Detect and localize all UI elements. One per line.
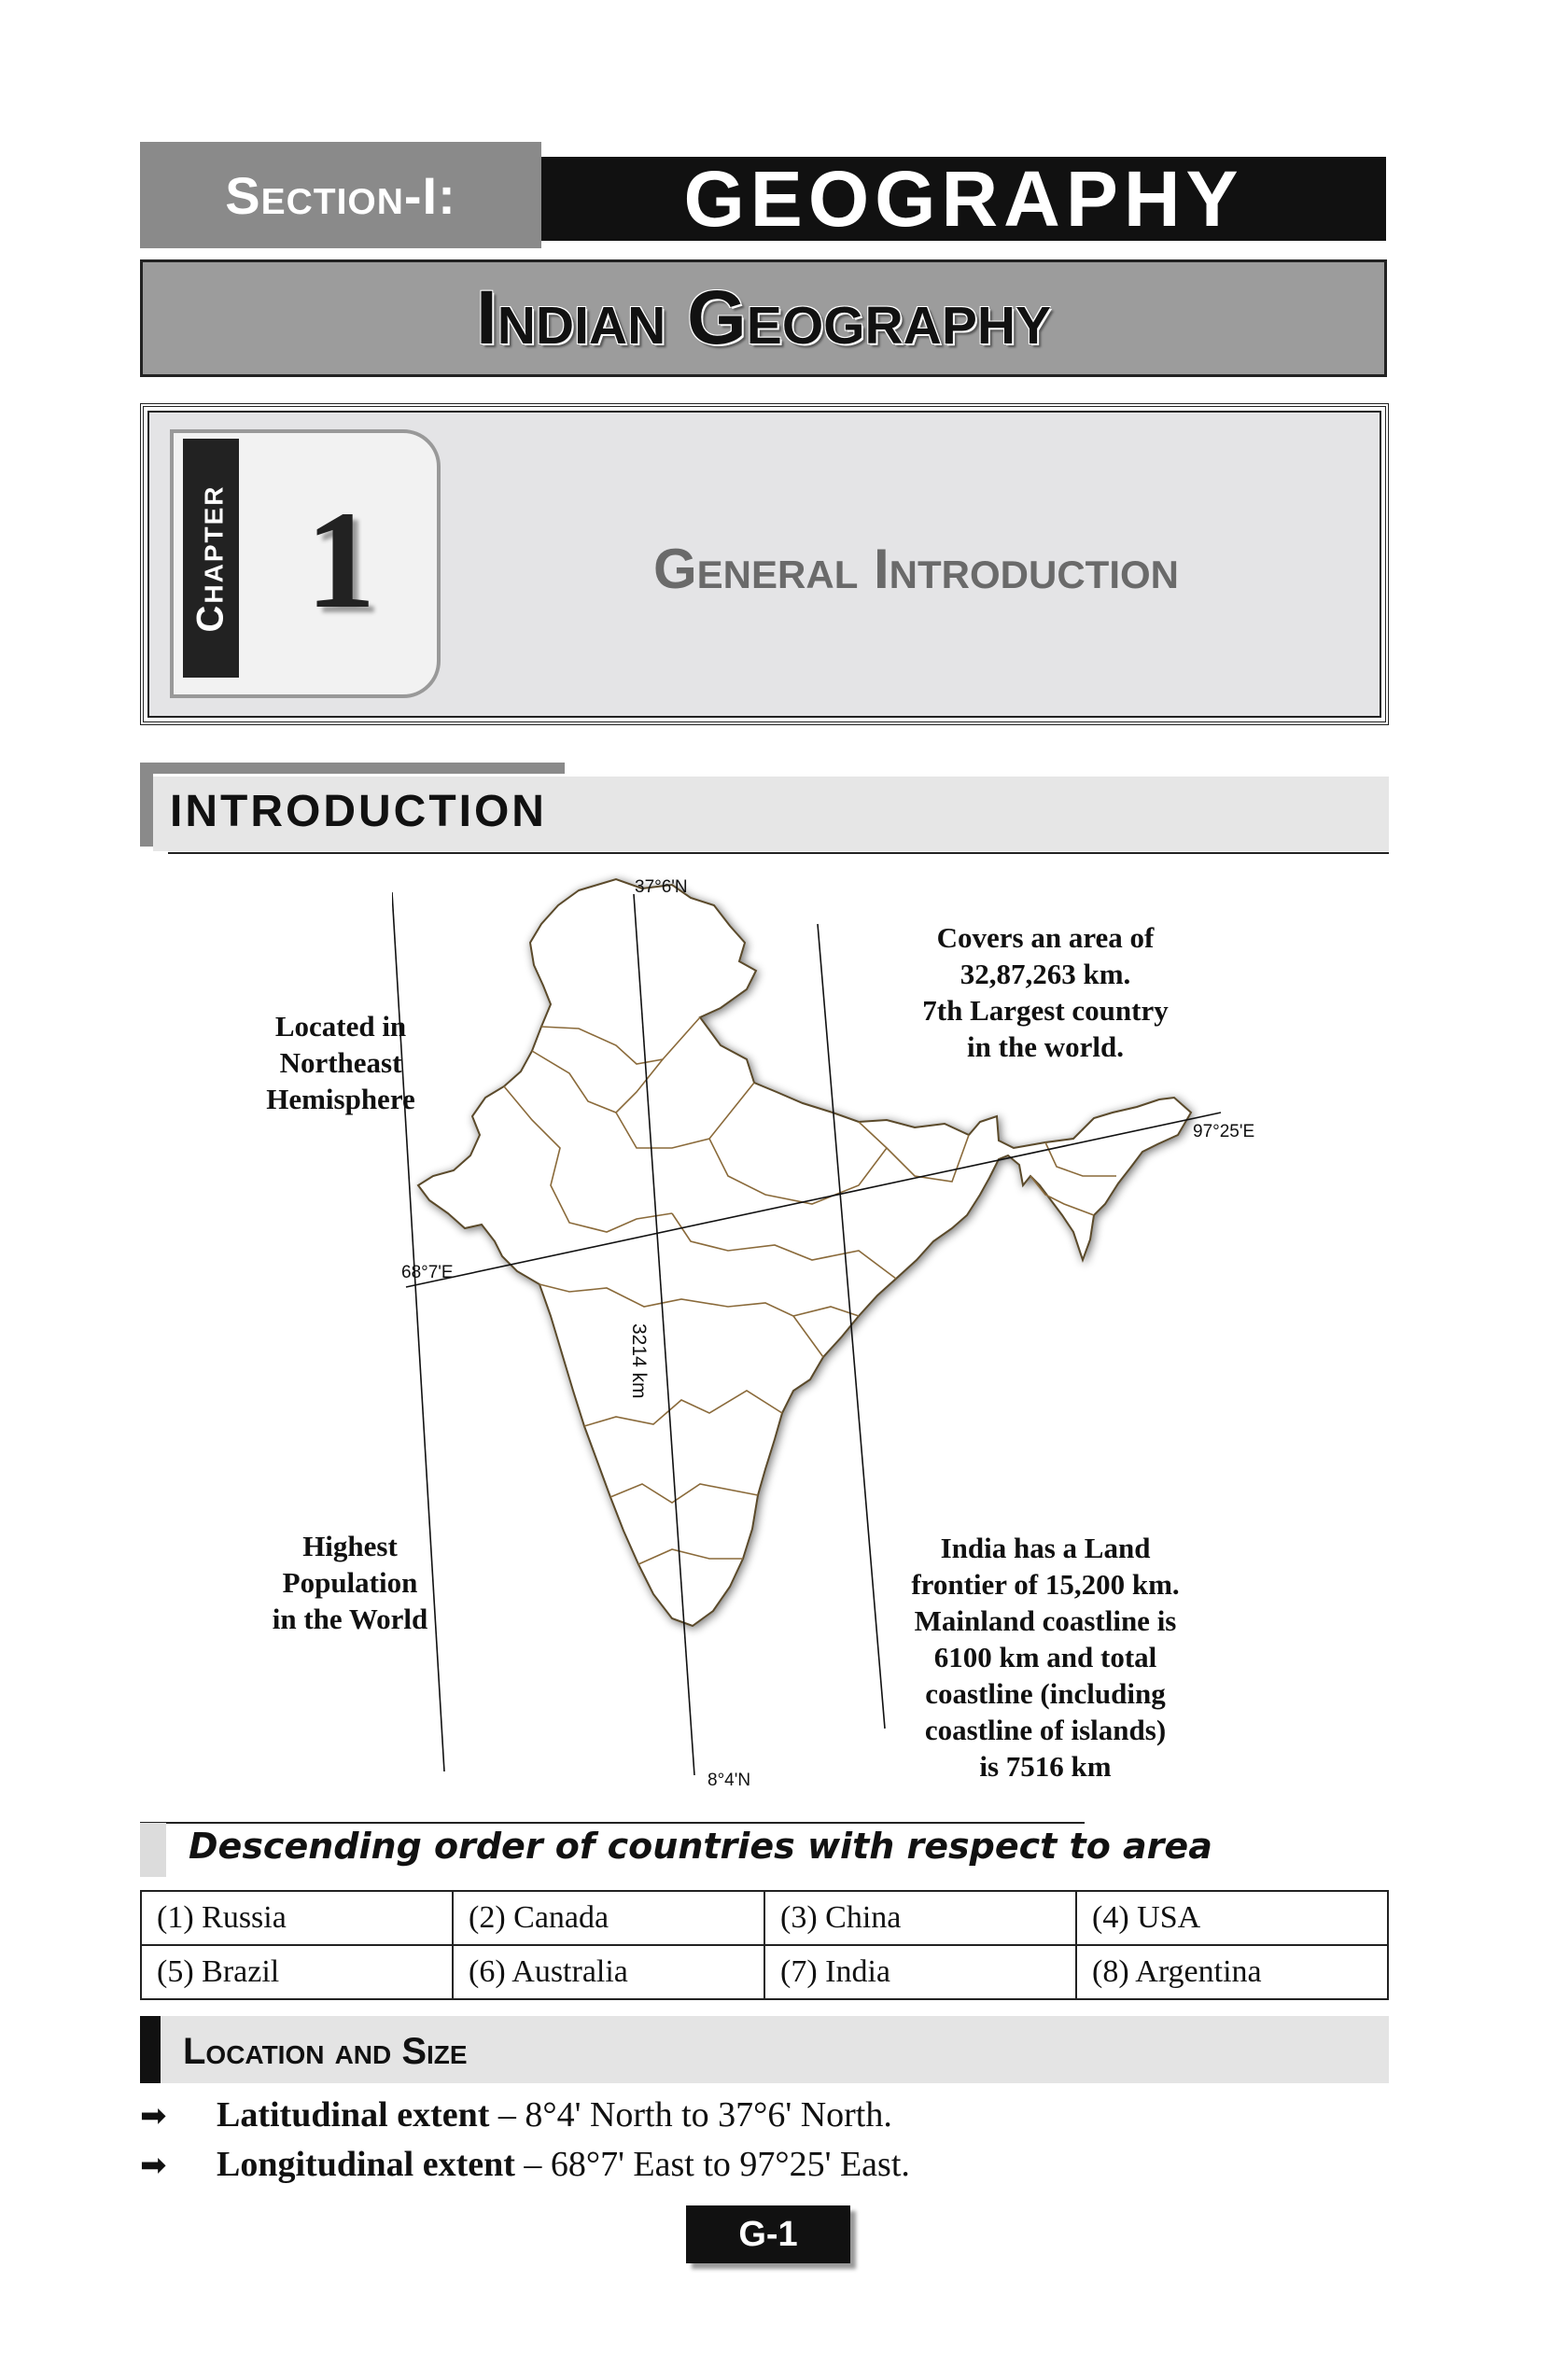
arrow-right-icon: ➡ xyxy=(140,2097,167,2135)
coord-south: 8°4'N xyxy=(707,1771,751,1790)
countries-table xyxy=(140,1890,1389,2000)
table-cell: (4) USA xyxy=(1076,1891,1388,1945)
item-term: Latitudinal extent xyxy=(217,2095,490,2135)
intro-heading-rule xyxy=(168,852,1389,854)
annotation-bottom-left: Highest Population in the World xyxy=(272,1530,428,1635)
item-text: – 68°7' East to 97°25' East. xyxy=(514,2145,910,2184)
table-row xyxy=(141,1945,1388,1999)
coord-west: 68°7'E xyxy=(401,1263,454,1282)
chapter-title: General Introduction xyxy=(653,538,1179,600)
coord-north: 37°6'N xyxy=(635,877,688,897)
table-cell: (7) India xyxy=(764,1945,1076,1999)
chapter-label: Chapter xyxy=(183,439,239,678)
annotation-bottom-right: India has a Land frontier of 15,200 km. Mainland coastline is 6100 km and total coastline (including coastline of islands) is 7516 km xyxy=(911,1532,1180,1783)
section-title: GEOGRAPHY xyxy=(541,157,1386,241)
list-item xyxy=(140,2144,1381,2185)
item-term: Longitudinal extent xyxy=(217,2145,515,2184)
annotation-top-right: Covers an area of 32,87,263 km. 7th Largest country in the world. xyxy=(922,921,1169,1063)
intro-heading-accent-left xyxy=(140,763,153,847)
table-row xyxy=(141,1891,1388,1945)
countries-heading-rule xyxy=(140,1822,1085,1824)
table-cell: (1) Russia xyxy=(141,1891,453,1945)
page-number: G-1 xyxy=(686,2205,850,2263)
item-text: – 8°4' North to 37°6' North. xyxy=(489,2095,892,2135)
table-cell: (5) Brazil xyxy=(141,1945,453,1999)
table-cell: (2) Canada xyxy=(453,1891,764,1945)
intro-heading-accent xyxy=(140,763,565,774)
length-label: 3214 km xyxy=(628,1323,650,1399)
chapter-number: 1 xyxy=(305,483,376,637)
location-heading: Location and Size xyxy=(183,2031,468,2072)
table-cell: (6) Australia xyxy=(453,1945,764,1999)
location-heading-accent xyxy=(140,2016,161,2083)
list-item xyxy=(140,2094,1381,2135)
annotation-top-left: Located in Northeast Hemisphere xyxy=(266,1010,415,1115)
latitude-extent-line xyxy=(392,868,437,1381)
coord-east: 97°25'E xyxy=(1193,1122,1255,1141)
section-label: Section-I: xyxy=(140,142,541,248)
table-cell: (8) Argentina xyxy=(1076,1945,1388,1999)
countries-heading: Descending order of countries with respect to area xyxy=(189,1826,1212,1867)
table-cell: (3) China xyxy=(764,1891,1076,1945)
arrow-right-icon: ➡ xyxy=(140,2147,167,2184)
intro-heading: INTRODUCTION xyxy=(170,787,547,836)
subject-title: Indian Geography xyxy=(140,259,1387,377)
countries-heading-accent xyxy=(140,1823,166,1877)
